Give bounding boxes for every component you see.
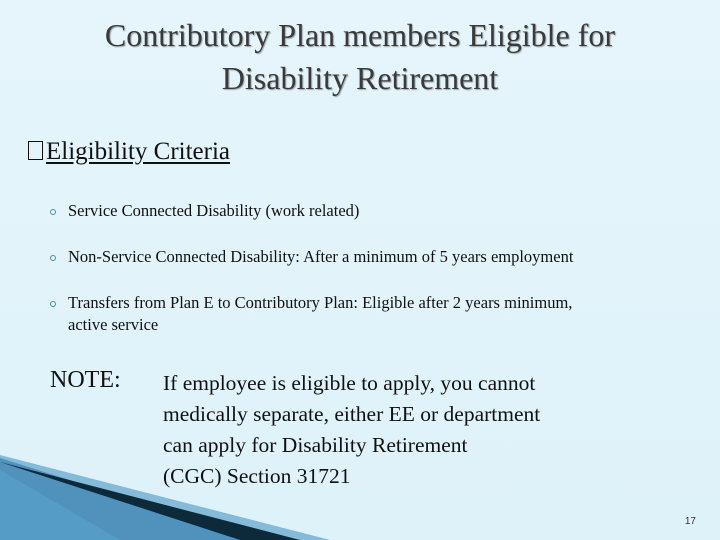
slide-title-line-1: Contributory Plan members Eligible for <box>104 17 616 53</box>
list-item-text: Non-Service Connected Disability: After a minimum of 5 years employment <box>68 247 574 266</box>
bullet-circle-icon <box>50 255 56 261</box>
note-line: medically separate, either EE or department <box>163 402 541 426</box>
heading-bullet-box-icon <box>28 141 43 160</box>
page-number: 17 <box>684 516 696 527</box>
bullet-circle-icon <box>50 209 56 215</box>
list-item-text-continued: active service <box>68 315 159 334</box>
note-label: NOTE: <box>50 367 121 393</box>
list-item <box>50 246 700 268</box>
note-line: If employee is eligible to apply, you cannot <box>163 371 536 395</box>
section-heading-text: Eligibility Criteria <box>46 138 230 165</box>
list-item <box>50 292 700 336</box>
bullet-circle-icon <box>50 301 56 307</box>
note-line: (CGC) Section 31721 <box>163 464 351 488</box>
slide-title <box>0 14 720 100</box>
list-item-text: Transfers from Plan E to Contributory Plan: Eligible after 2 years minimum, <box>68 293 573 312</box>
slide-title-line-2: Disability Retirement <box>221 60 499 96</box>
list-item <box>50 200 700 222</box>
list-item-text: Service Connected Disability (work related) <box>68 201 360 220</box>
criteria-list <box>50 200 700 360</box>
note-text <box>163 368 540 492</box>
note-line: can apply for Disability Retirement <box>163 433 468 457</box>
section-heading <box>28 138 230 166</box>
